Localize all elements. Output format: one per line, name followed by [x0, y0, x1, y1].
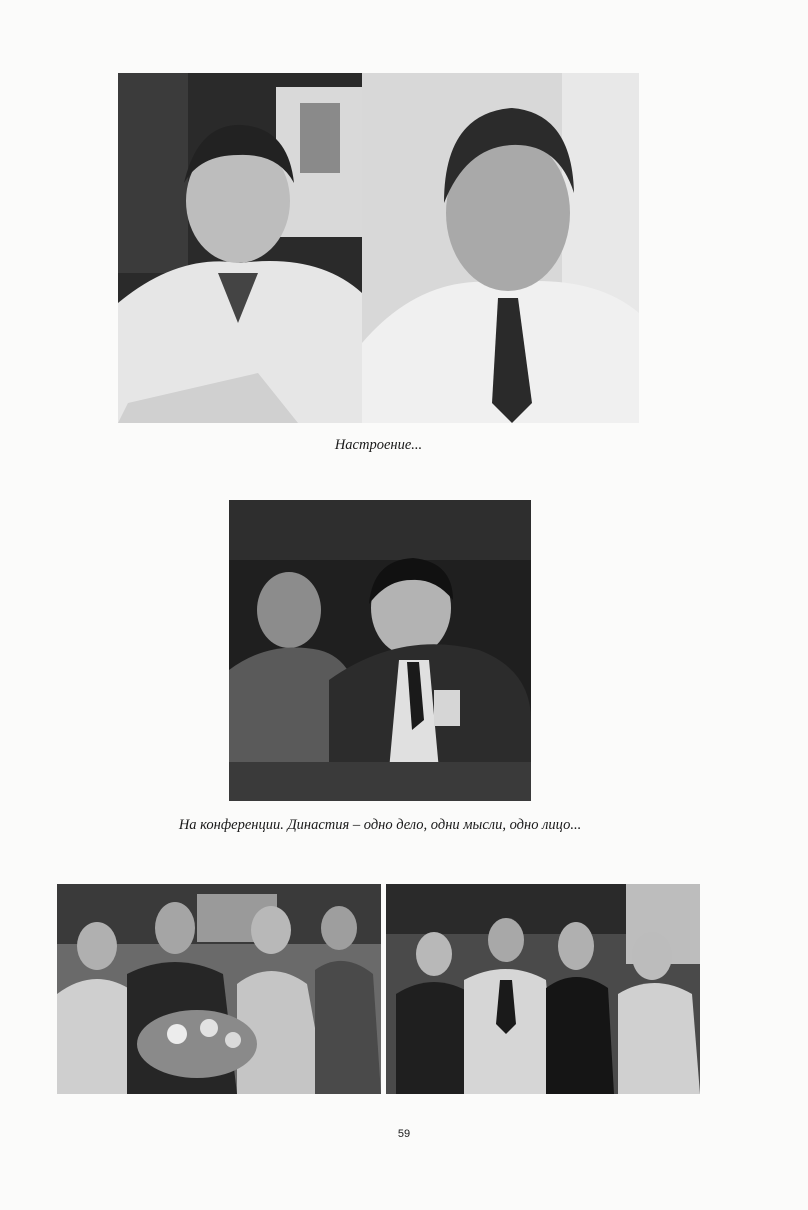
group-photo-left: [57, 884, 381, 1094]
conference-photo: [229, 500, 531, 801]
group-photo-right: [386, 884, 700, 1094]
page-number: 59: [397, 1128, 411, 1140]
portrait-photo-left: [118, 73, 362, 423]
caption-mood: Настроение...: [334, 437, 423, 453]
caption-conference: На конференции. Династия – одно дело, одни мысли, одно лицо...: [178, 817, 582, 833]
portrait-photo-right: [362, 73, 639, 423]
